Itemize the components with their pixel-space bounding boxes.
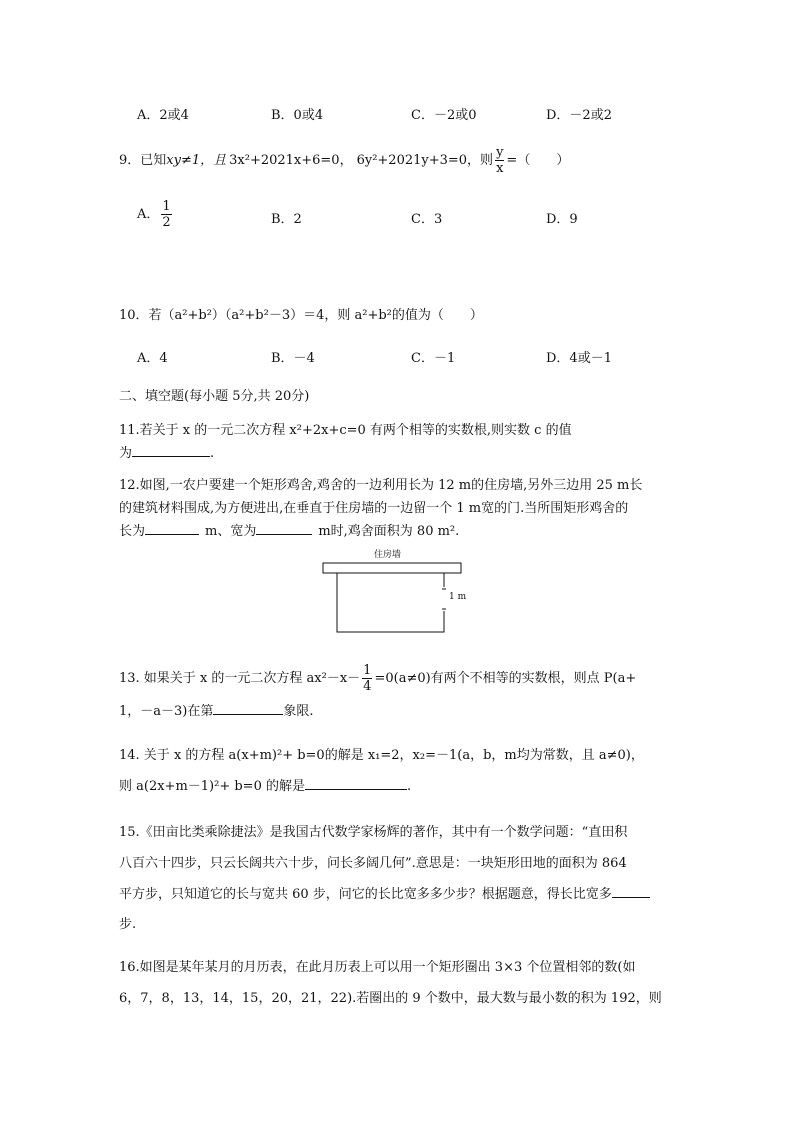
q12-door-label: 1 m: [449, 592, 467, 602]
q9-option-c: C．3: [411, 212, 443, 227]
q12-coop-outline: [337, 573, 444, 632]
q9-option-b: B．2: [271, 212, 302, 227]
q9-cond: xy≠1，且: [166, 153, 227, 168]
q9-eq2: 6y²+2021y+3=0，则: [356, 153, 494, 168]
q11-line2-post: .: [210, 446, 215, 461]
q9-frac-num: y: [496, 145, 504, 160]
q10-option-b: B．－4: [271, 351, 315, 366]
q9-option-a-num: 1: [162, 199, 171, 214]
q8-option-a: A．2或4: [137, 108, 189, 123]
q9-prefix: 9．已知: [119, 153, 167, 168]
q13-frac-num: 1: [363, 663, 372, 678]
q10-option-a: A．4: [137, 351, 168, 366]
q14-line2-a: 则 a(2x+m－1)²+ b=0 的解是: [119, 779, 305, 794]
q15-answer-blank[interactable]: [612, 883, 650, 898]
q12-length-blank[interactable]: [145, 520, 199, 535]
q8-option-c: C．－2或0: [411, 108, 477, 123]
q11-line2-pre: 为: [119, 446, 133, 461]
q14-line2-b: .: [406, 779, 412, 794]
q9-option-a-den: 2: [162, 215, 171, 230]
q16-line2: 6，7，8，13，14，15，20，21，22).若圈出的 9 个数中，最大数与最小数的积为 192，则: [119, 991, 662, 1006]
q14-line1: 14. 关于 x 的方程 a(x+m)²+ b=0的解是 x₁=2，x₂=－1(a，b，m均为常数，且 a≠0)，: [119, 748, 644, 763]
q16-line1: 16.如图是某年某月的月历表，在此月历表上可以用一个矩形圈出 3×3 个位置相邻的数(如: [119, 960, 636, 975]
q12-wall-rect: [323, 563, 461, 573]
q14-answer-blank[interactable]: [305, 775, 407, 790]
q9-eq1: 3x²+2021x+6=0，: [229, 153, 353, 168]
q13-answer-blank[interactable]: [213, 700, 283, 715]
q8-option-d: D．－2或2: [546, 108, 612, 123]
q9-stem: [119, 146, 569, 175]
q14-line2: [119, 775, 411, 794]
q13-fraction: [362, 664, 372, 693]
q9-fraction: [495, 146, 504, 175]
q12-wall-label: 住房墙: [374, 550, 402, 560]
q12-line3-b: m、宽为: [205, 524, 257, 539]
q12-line2: 的建筑材料围成,为方便进出,在垂直于住房墙的一边留一个 1 m宽的门.当所围矩形鸡舍的: [119, 501, 629, 516]
q9-tail: =（ ）: [506, 153, 570, 168]
q13-line2: [119, 700, 314, 719]
q15-line1: 15.《田亩比类乘除捷法》是我国古代数学家杨辉的著作，其中有一个数学问题：“直田积: [119, 825, 628, 840]
q15-line4: 步.: [119, 917, 137, 932]
q11-line1: 11.若关于 x 的一元二次方程 x²+2x+c=0 有两个相等的实数根,则实数 c 的值: [119, 423, 572, 438]
q13-frac-den: 4: [363, 679, 372, 694]
q13-line1: [119, 664, 636, 693]
q8-option-b: B．0或4: [271, 108, 324, 123]
q13-line2-b: 象限.: [283, 704, 314, 719]
q13-line2-a: 1，－a－3)在第: [119, 704, 214, 719]
q10-option-c: C．－1: [411, 351, 456, 366]
q13-line1-a: 13. 如果关于 x 的一元二次方程 ax²－x－: [119, 671, 361, 686]
q11-line2: [119, 442, 214, 461]
q12-width-blank[interactable]: [256, 520, 312, 535]
q12-line3: [119, 520, 459, 539]
q10-option-d: D．4或－1: [546, 351, 612, 366]
q12-figure: [322, 545, 467, 637]
q13-line1-b: =0(a≠0)有两个不相等的实数根，则点 P(a+: [374, 671, 637, 686]
section-2-title: 二、填空题(每小题 5分,共 20分): [119, 389, 310, 404]
q15-line3: [119, 883, 650, 902]
q9-option-a: [137, 200, 174, 229]
q9-frac-den: x: [496, 161, 504, 176]
q9-option-a-fraction: [161, 200, 171, 229]
q9-option-a-label: A．: [137, 207, 160, 222]
q12-line1: 12.如图,一农户要建一个矩形鸡舍,鸡舍的一边利用长为 12 m的住房墙,另外三边用 25 m长: [119, 478, 643, 493]
q11-answer-blank[interactable]: [132, 442, 210, 457]
q12-line3-a: 长为: [119, 524, 146, 539]
q10-stem: 10．若（a²+b²）（a²+b²－3）＝4，则 a²+b²的值为（ ）: [119, 308, 483, 323]
q12-line3-c: m时,鸡舍面积为 80 m².: [318, 524, 460, 539]
q9-option-d: D．9: [546, 212, 578, 227]
q15-line2: 八百六十四步，只云长阔共六十步，问长多阔几何”.意思是：一块矩形田地的面积为 864: [119, 856, 627, 871]
q15-line3-text: 平方步，只知道它的长与宽共 60 步，问它的长比宽多多少步？根据题意，得长比宽多: [119, 887, 612, 902]
